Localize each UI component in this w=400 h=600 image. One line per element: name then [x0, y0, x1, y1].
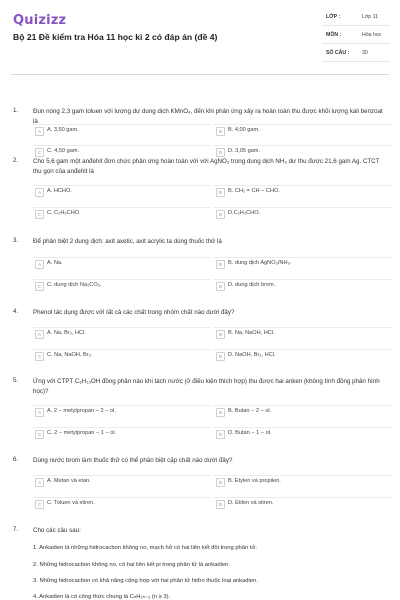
option-text: A. Na.: [47, 260, 63, 266]
option-c[interactable]: [33, 279, 211, 292]
option-b[interactable]: [214, 475, 392, 488]
option-text: D. NaOH, Br₂, HCl.: [228, 352, 276, 358]
option-letter-box: C: [35, 210, 44, 219]
meta-key: SỐ CÂU :: [326, 50, 350, 56]
option-text: C. 2 − metylpropan − 1 − ol.: [47, 430, 117, 436]
header-divider: [11, 74, 389, 75]
option-a[interactable]: [33, 405, 211, 418]
meta-value: 30: [362, 50, 368, 56]
option-text: C. dung dịch Na₂CO₃.: [47, 282, 102, 288]
option-text: B. Etylen và propilen.: [228, 478, 281, 484]
option-letter-box: D: [216, 282, 225, 291]
option-letter-box: B: [216, 260, 225, 269]
question-text: Ứng với CTPT C₆H₁₃OH đồng phân nào khi tách nước (ở điều kiện thích hợp) thu được hai anken (không tính đồng phân hình học)?: [33, 378, 380, 395]
option-text: A. Na, Br₂, HCl.: [47, 330, 86, 336]
meta-row-class: [322, 11, 390, 26]
option-a[interactable]: [33, 257, 211, 270]
option-letter-box: A: [35, 330, 44, 339]
option-c[interactable]: [33, 349, 211, 362]
option-b[interactable]: [214, 405, 392, 418]
option-text: C. Na, NaOH, Br₂.: [47, 352, 93, 358]
option-text: A. 2 − metylpropan − 2 − ol.: [47, 408, 116, 414]
option-letter-box: C: [35, 282, 44, 291]
option-a[interactable]: [33, 185, 211, 198]
option-letter-box: D: [216, 210, 225, 219]
question-number: 7.: [13, 526, 19, 533]
option-b[interactable]: [214, 257, 392, 270]
option-a[interactable]: [33, 327, 211, 340]
meta-value: Lớp 11: [362, 14, 378, 20]
option-text: C. 4,50 gam.: [47, 148, 80, 154]
option-c[interactable]: [33, 497, 211, 510]
option-d[interactable]: [214, 207, 392, 220]
question-number: 1.: [13, 107, 19, 114]
option-letter-box: D: [216, 500, 225, 509]
option-letter-box: D: [216, 148, 225, 157]
option-letter-box: B: [216, 408, 225, 417]
option-text: D. 3,05 gam.: [228, 148, 261, 154]
statement-item: 3. Những hidrocacbon có khả năng cộng hợp với hai phân tử hiđro thuộc loại ankadien.: [33, 578, 258, 584]
option-letter-box: A: [35, 127, 44, 136]
option-letter-box: B: [216, 127, 225, 136]
question-text: Để phân biệt 2 dung dịch: axit axetic, axit acrylic ta dùng thuốc thử là: [33, 238, 222, 245]
meta-key: LỚP :: [326, 14, 341, 20]
option-letter-box: C: [35, 352, 44, 361]
option-b[interactable]: [214, 124, 392, 137]
option-letter-box: A: [35, 478, 44, 487]
option-a[interactable]: [33, 475, 211, 488]
option-letter-box: B: [216, 330, 225, 339]
meta-value: Hóa học: [362, 32, 382, 38]
option-d[interactable]: [214, 427, 392, 440]
option-text: B. dung dịch AgNO₃/NH₃.: [228, 260, 292, 266]
meta-row-question-count: [322, 47, 390, 62]
option-text: A. 3,50 gam.: [47, 127, 79, 133]
question-number: 5.: [13, 377, 19, 384]
option-text: D. Etilen và stiren.: [228, 500, 274, 506]
question-number: 2.: [13, 157, 19, 164]
meta-key: MÔN :: [326, 32, 342, 38]
option-d[interactable]: [214, 279, 392, 292]
question-number: 4.: [13, 308, 19, 315]
option-b[interactable]: [214, 327, 392, 340]
option-text: D. dung dịch brom.: [228, 282, 276, 288]
option-letter-box: A: [35, 408, 44, 417]
header: [0, 0, 400, 68]
option-text: B. Na, NaOH, HCl.: [228, 330, 275, 336]
option-letter-box: C: [35, 500, 44, 509]
option-text: A. Metan và etan.: [47, 478, 91, 484]
option-c[interactable]: [33, 207, 211, 220]
option-text: B. CH₂ = CH − CHO.: [228, 188, 280, 194]
meta-row-subject: [322, 29, 390, 44]
option-letter-box: A: [35, 188, 44, 197]
question-number: 6.: [13, 456, 19, 463]
option-letter-box: C: [35, 148, 44, 157]
option-b[interactable]: [214, 185, 392, 198]
option-letter-box: D: [216, 430, 225, 439]
option-text: D. Butan − 1 − ol.: [228, 430, 272, 436]
option-letter-box: B: [216, 188, 225, 197]
statement-item: 4. Ankadien là có công thức chung là CₙH₂ₙ₋₂ (n ≥ 3).: [33, 594, 171, 600]
question-text: Cho các câu sau:: [33, 527, 81, 534]
option-a[interactable]: [33, 124, 211, 137]
option-text: C. C₂H₅CHO.: [47, 210, 81, 216]
question-text: Đun nóng 2,3 gam toluen với lượng dư dung dịch KMnO₄, đến khi phản ứng xảy ra hoàn toàn thu được khối lượng kali benzoat là: [33, 108, 383, 125]
option-letter-box: D: [216, 352, 225, 361]
option-text: C. Toluen và stiren.: [47, 500, 95, 506]
option-text: B. Butan − 2 − ol.: [228, 408, 272, 414]
option-d[interactable]: [214, 349, 392, 362]
option-text: B. 4,00 gam.: [228, 127, 260, 133]
option-text: D.C₂H₃CHO.: [228, 210, 261, 216]
brand-logo: Quizizz: [13, 13, 67, 28]
statement-item: 2. Những hidrocacbon không no, có hai liên kết pi trong phân tử là ankadien.: [33, 562, 230, 568]
option-c[interactable]: [33, 427, 211, 440]
option-letter-box: A: [35, 260, 44, 269]
question-text: Dùng nước brom làm thuốc thử có thể phân biệt cặp chất nào dưới đây?: [33, 457, 233, 464]
document-title: Bộ 21 Đề kiểm tra Hóa 11 học kì 2 có đáp án (đề 4): [13, 32, 218, 42]
option-text: A. HCHO.: [47, 188, 72, 194]
statement-item: 1. Ankadien là những hidrocacbon không no, mạch hở có hai liên kết đôi trong phân tử.: [33, 545, 257, 551]
question-text: Phenol tác dụng được với tất cả các chất trong nhóm chất nào dưới đây?: [33, 309, 235, 316]
question-text: Cho 5,6 gam một anđehit đơn chức phản ứng hoàn toàn với với AgNO₃ trong dung dịch NH₃ dư thu được 21,6 gam Ag. CTCT thu gọn của anđehit là: [33, 158, 380, 175]
meta-panel: [322, 11, 390, 65]
option-d[interactable]: [214, 497, 392, 510]
option-letter-box: C: [35, 430, 44, 439]
question-number: 3.: [13, 237, 19, 244]
option-letter-box: B: [216, 478, 225, 487]
